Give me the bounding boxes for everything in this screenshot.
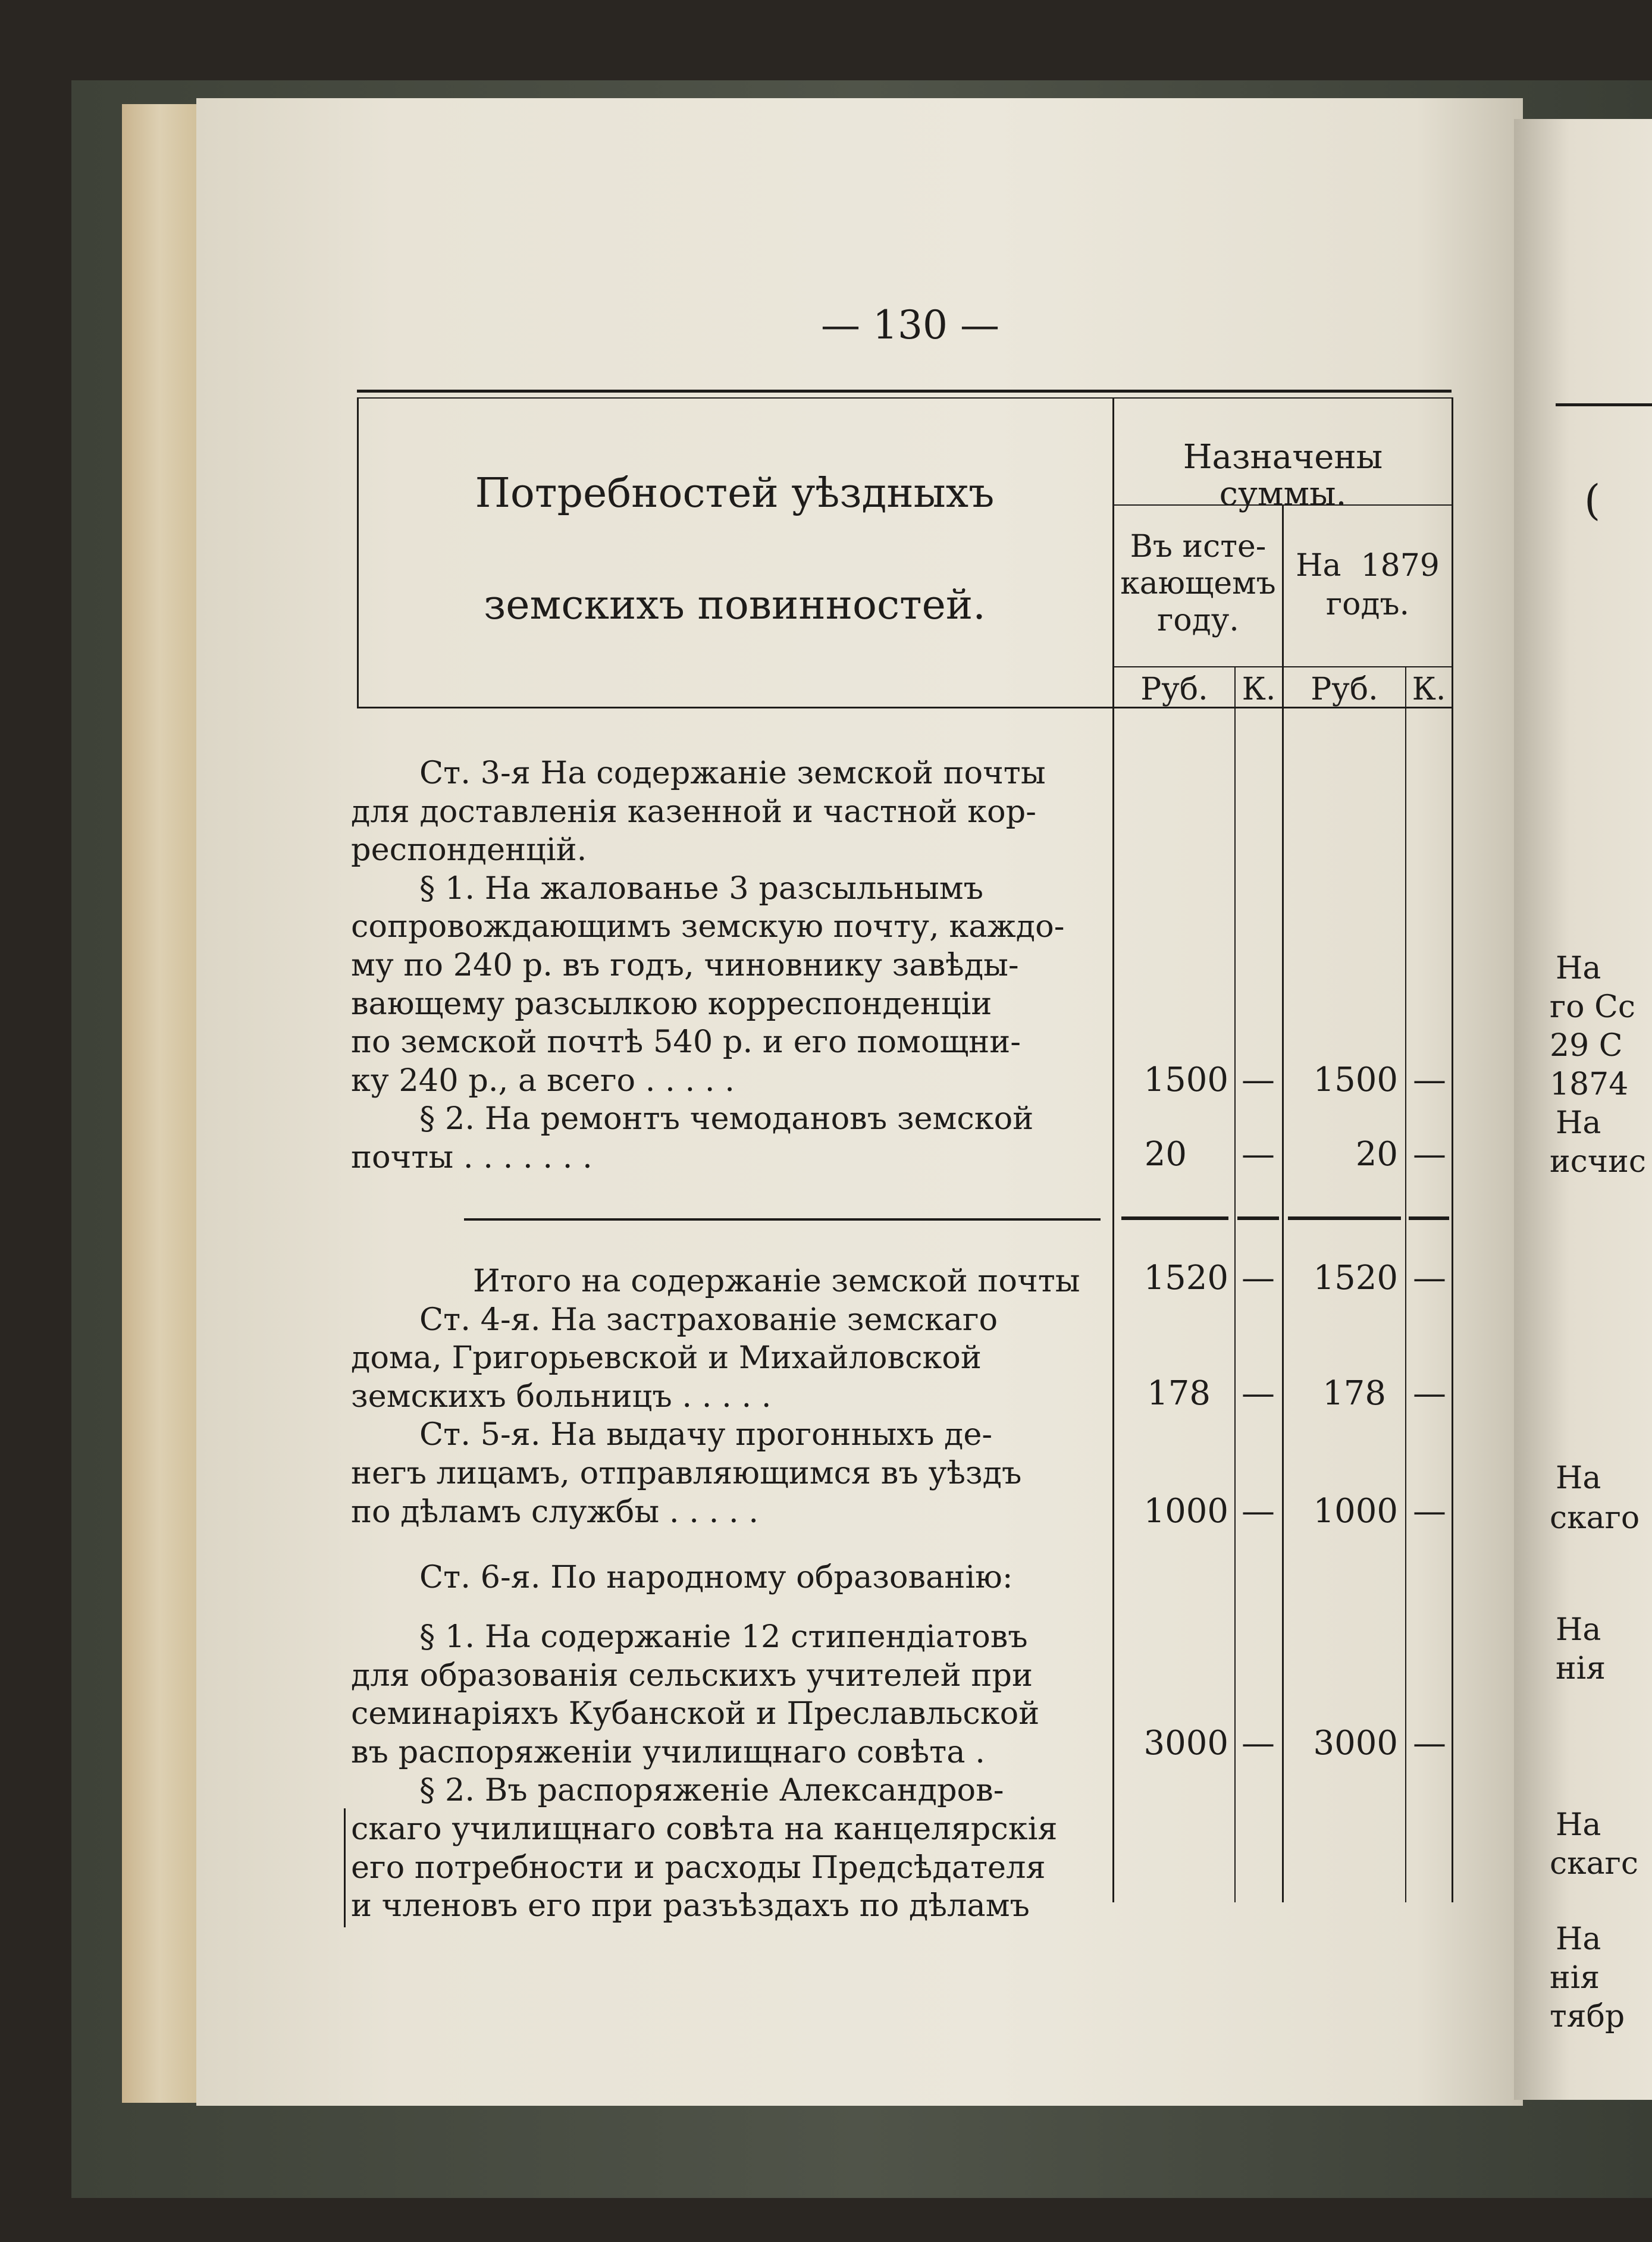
- text-line: [351, 870, 1083, 908]
- text-line: [351, 1262, 1083, 1301]
- article-6-text: [351, 1559, 1083, 1597]
- text-line: [351, 1733, 1083, 1772]
- current-year-header-l2: кающемъ: [1120, 566, 1276, 601]
- text-line-content: Ст. 3-я На содержаніе земской почты: [419, 755, 1046, 791]
- table-top-rule: [357, 390, 1452, 393]
- next-page-fragment: нія: [1556, 1651, 1606, 1686]
- text-line-content: Ст. 4-я. На застрахованіе земскаго: [419, 1301, 998, 1338]
- amount-next-kop: —: [1413, 1061, 1446, 1099]
- sums-right-rule: [1452, 397, 1453, 1902]
- amount-next-kop: —: [1413, 1135, 1446, 1174]
- page-edge: [122, 104, 205, 2103]
- kop-header-current: К.: [1242, 672, 1276, 707]
- text-line: [351, 1454, 1083, 1493]
- article-3-text: [351, 754, 1083, 1177]
- rub-header-rule: [1114, 666, 1452, 667]
- text-line: [351, 1695, 1083, 1733]
- next-page-fragment: На: [1556, 1612, 1601, 1648]
- text-line-content: негъ лицамъ, отправляющимся въ уѣздъ: [351, 1454, 1022, 1491]
- current-year-header-l3: году.: [1157, 603, 1239, 638]
- amount-next-kop: —: [1413, 1259, 1446, 1297]
- text-line-content: земскихъ больницъ . . . . .: [351, 1378, 772, 1415]
- text-line: [351, 1771, 1083, 1810]
- text-line: [351, 1378, 1083, 1416]
- table-left-rule: [357, 397, 359, 707]
- text-line: [351, 1657, 1083, 1695]
- amount-next-rub: 178: [1322, 1374, 1386, 1413]
- subtotal-rule-current-kop: [1237, 1216, 1279, 1220]
- text-line: [351, 1416, 1083, 1454]
- text-line-content: § 1. На жалованье 3 разсыльнымъ: [419, 870, 983, 907]
- text-line-content: его потребности и расходы Предсѣдателя: [351, 1849, 1046, 1886]
- kop-rule-current: [1234, 667, 1236, 1902]
- next-year-header-l1: На 1879: [1296, 548, 1440, 584]
- next-year-header-l2: годъ.: [1325, 587, 1410, 622]
- amount-next-rub: 1500: [1313, 1061, 1398, 1099]
- text-line-content: § 2. Въ распоряженіе Александров-: [419, 1772, 1004, 1809]
- text-line: [351, 1301, 1083, 1340]
- rub-header-next: Руб.: [1311, 672, 1378, 707]
- next-page-fragment: скагс: [1550, 1846, 1638, 1882]
- subtotal-rule-next-kop: [1409, 1216, 1449, 1220]
- text-line: [351, 754, 1083, 793]
- next-page-fragment: На: [1556, 1460, 1601, 1496]
- header-title-line2: земскихъ повинностей.: [484, 582, 986, 629]
- amount-current-rub: 178: [1147, 1374, 1211, 1413]
- text-line: [351, 1100, 1083, 1139]
- amount-current-kop: —: [1242, 1061, 1275, 1099]
- text-line: [351, 1849, 1083, 1887]
- text-line: [351, 1559, 1083, 1597]
- next-page-edge: [1514, 119, 1652, 2100]
- next-page-fragment: нія: [1550, 1960, 1600, 1996]
- page-number: — 130 —: [821, 302, 999, 348]
- text-line-content: Ст. 5-я. На выдачу прогонныхъ де-: [419, 1416, 993, 1453]
- text-line: [351, 1810, 1083, 1849]
- text-line: [351, 985, 1083, 1024]
- text-line-content: ку 240 р., а всего . . . . .: [351, 1062, 735, 1099]
- next-page-fragment: На: [1556, 1921, 1601, 1957]
- text-line-content: по земской почтѣ 540 р. и его помощни-: [351, 1024, 1021, 1061]
- text-line-content: почты . . . . . . .: [351, 1139, 593, 1175]
- header-title-line1: Потребностей уѣздныхъ: [475, 470, 995, 517]
- next-page-fragment: тябр: [1550, 1999, 1625, 2034]
- text-line-content: и членовъ его при разъѣздахъ по дѣламъ: [351, 1887, 1030, 1924]
- text-line-content: § 2. На ремонтъ чемодановъ земской: [419, 1100, 1034, 1137]
- articles-4-6-text: [351, 1262, 1083, 1531]
- subtotal-rule: [464, 1218, 1101, 1221]
- text-line-content: по дѣламъ службы . . . . .: [351, 1493, 759, 1530]
- text-line: [351, 1023, 1083, 1062]
- next-page-fragment: 29 С: [1550, 1028, 1623, 1064]
- next-page-fragment: На: [1556, 1105, 1601, 1141]
- table-top-rule-thin: [357, 397, 1452, 399]
- text-line-content: Итого на содержаніе земской почты: [473, 1263, 1080, 1299]
- text-line: [351, 793, 1083, 832]
- text-line: [351, 831, 1083, 870]
- amount-current-rub: 1520: [1143, 1259, 1228, 1297]
- next-page-fragment: го Сс: [1550, 989, 1635, 1025]
- amount-next-kop: —: [1413, 1374, 1446, 1413]
- text-line: [351, 1139, 1083, 1177]
- text-line-content: дома, Григорьевской и Михайловской: [351, 1340, 982, 1376]
- amount-next-rub: 3000: [1313, 1724, 1398, 1763]
- kop-rule-next: [1405, 667, 1406, 1902]
- subtotal-rule-next-rub: [1288, 1216, 1401, 1220]
- text-line: [351, 1493, 1083, 1532]
- text-line-content: респонденцій.: [351, 832, 587, 868]
- text-line-content: для образованія сельскихъ учителей при: [351, 1657, 1033, 1694]
- next-page-rule: [1556, 403, 1652, 406]
- text-line: [351, 946, 1083, 985]
- text-line-content: сопровождающимъ земскую почту, каждо-: [351, 908, 1065, 945]
- current-year-header-l1: Въ исте-: [1130, 529, 1267, 565]
- text-line-content: му по 240 р. въ годъ, чиновнику завѣды-: [351, 946, 1019, 983]
- amount-next-rub: 20: [1355, 1135, 1398, 1174]
- next-page-fragment: (: [1584, 476, 1601, 525]
- next-page-fragment: На: [1556, 1807, 1601, 1843]
- text-line-content: семинаріяхъ Кубанской и Преславльской: [351, 1695, 1040, 1732]
- subtotal-rule-current-rub: [1121, 1216, 1228, 1220]
- text-line: [351, 1339, 1083, 1378]
- amount-next-kop: —: [1413, 1724, 1446, 1763]
- amount-current-rub: 1500: [1143, 1061, 1228, 1099]
- amount-next-kop: —: [1413, 1492, 1446, 1531]
- amount-current-kop: —: [1242, 1374, 1275, 1413]
- sums-header: Назначены суммы.: [1183, 438, 1383, 513]
- amount-next-rub: 1520: [1313, 1259, 1398, 1297]
- amount-next-rub: 1000: [1313, 1492, 1398, 1531]
- amount-current-kop: —: [1242, 1492, 1275, 1531]
- text-line: [351, 908, 1083, 946]
- text-line-content: въ распоряженіи училищнаго совѣта .: [351, 1733, 985, 1770]
- next-page-fragment: скаго: [1550, 1500, 1640, 1536]
- next-page-fragment: На: [1556, 951, 1601, 986]
- kop-header-next: К.: [1412, 672, 1446, 707]
- amount-current-rub: 20: [1144, 1135, 1187, 1174]
- next-page-fragment: исчис: [1550, 1144, 1646, 1180]
- text-line-content: скаго училищнаго совѣта на канцелярскія: [351, 1810, 1058, 1847]
- amount-current-rub: 3000: [1143, 1724, 1228, 1763]
- amount-current-kop: —: [1242, 1259, 1275, 1297]
- amount-current-rub: 1000: [1143, 1492, 1228, 1531]
- year-divider-rule: [1282, 504, 1284, 1902]
- table-left-body-rule: [344, 1808, 346, 1927]
- text-line: [351, 1062, 1083, 1100]
- text-line-content: вающему разсылкою корреспонденціи: [351, 985, 992, 1022]
- amount-current-kop: —: [1242, 1135, 1275, 1174]
- text-line-content: § 1. На содержаніе 12 стипендіатовъ: [419, 1619, 1028, 1655]
- text-line: [351, 1618, 1083, 1657]
- text-line-content: для доставленія казенной и частной кор-: [351, 793, 1037, 830]
- next-page-fragment: 1874: [1550, 1067, 1629, 1102]
- text-line: [351, 1887, 1083, 1926]
- text-line-content: Ст. 6-я. По народному образованію:: [419, 1559, 1013, 1595]
- rub-header-current: Руб.: [1140, 672, 1208, 707]
- amount-current-kop: —: [1242, 1724, 1275, 1763]
- article-6-sections-text: [351, 1618, 1083, 1926]
